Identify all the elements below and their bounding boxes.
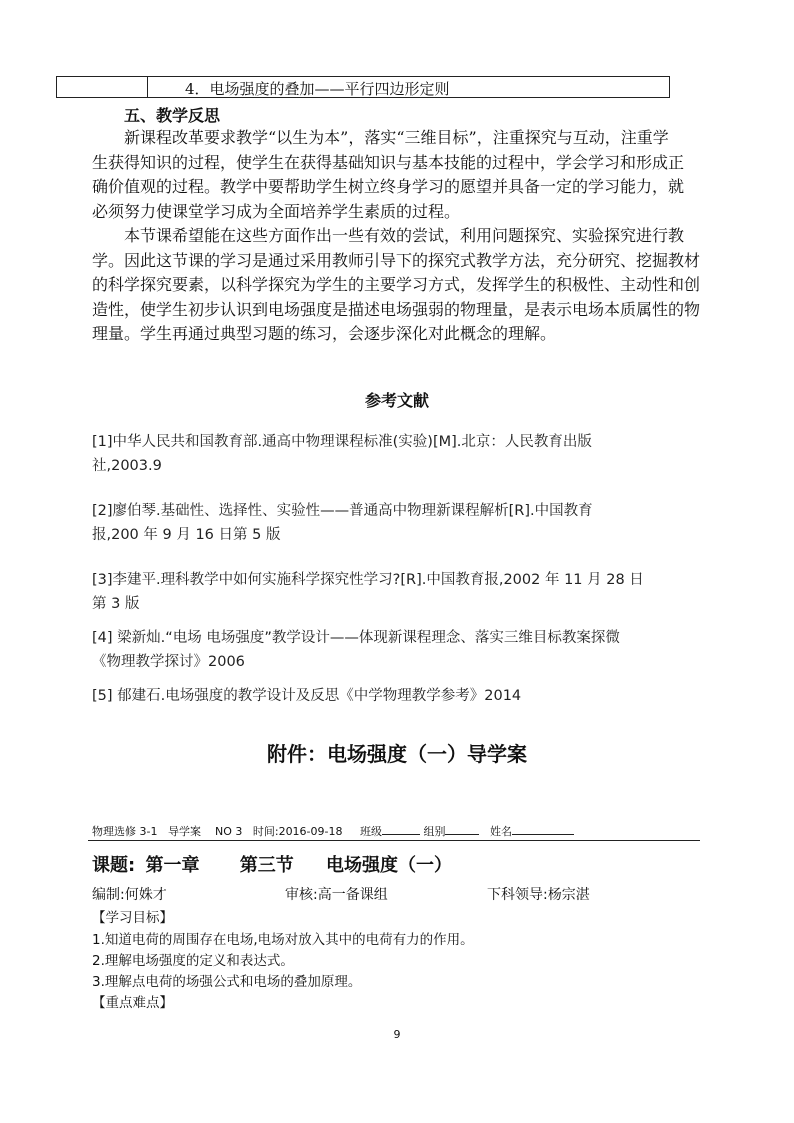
meta-no: NO 3 [214,825,243,838]
paragraph-line: 造性，使学生初步认识到电场强度是描述电场强弱的物理量，是表示电场本质属性的物 [92,299,701,319]
reference-line: 社,2003.9 [92,458,162,474]
credit-editor: 编制:何姝才 [92,887,167,903]
reference-item [92,684,712,708]
name-blank[interactable] [512,824,574,835]
paragraph-line: 的科学探究要素，以科学探究为学生的主要学习方式，发挥学生的积极性、主动性和创 [92,275,701,295]
objective-item: 2.理解电场强度的定义和表达式。 [92,953,294,969]
table-cell-text: 4．电场强度的叠加——平行四边形定则 [185,80,450,98]
meta-type: 导学案 [167,825,201,838]
reference-item [92,499,712,547]
reference-item [92,430,712,478]
lesson-title [92,851,452,877]
reference-line: [5] 郁建石.电场强度的教学设计及反思《中学物理教学参考》2014 [92,688,522,704]
reference-line: 第 3 版 [92,596,140,612]
objective-item: 1.知道电荷的周围存在电场,电场对放入其中的电荷有力的作用。 [92,932,474,948]
page-number: 9 [393,1028,401,1041]
meta-class-label: 班级 [359,825,382,838]
lesson-chapter: 第一章 [145,855,200,876]
reference-line: [2]廖伯琴.基础性、选择性、实验性——普通高中物理新课程解析[R].中国教育 [92,503,593,519]
reference-item [92,568,712,616]
reflection-paragraph-1 [92,126,696,224]
objectives-title: 【学习目标】 [92,910,173,926]
lesson-label: 课题: [92,855,136,876]
paragraph-line: 理量。学生再通过典型习题的练习，会逐步深化对此概念的理解。 [92,324,557,344]
table-cell-divider [147,77,148,97]
references-title: 参考文献 [364,391,429,410]
section-heading: 五、教学反思 [124,106,221,125]
table-row [56,76,670,98]
class-blank[interactable] [382,824,420,835]
meta-time: 时间:2016-09-18 [252,825,343,838]
meta-group-label: 组别 [423,825,446,838]
lesson-section: 第三节 [239,855,294,876]
reference-line: 报,200 年 9 月 16 日第 5 版 [92,527,281,543]
group-blank[interactable] [445,824,479,835]
reference-item [92,626,712,674]
worksheet-meta [92,823,574,839]
credit-leader: 下科领导:杨宗湛 [487,887,590,903]
paragraph-line: 新课程改革要求教学“以生为本”，落实“三维目标”，注重探究与互动，注重学 [124,128,669,147]
reference-line: [1]中华人民共和国教育部.通高中物理课程标准(实验)[M].北京：人民教育出版 [92,434,592,450]
meta-course: 物理选修 3-1 [92,825,158,838]
reflection-paragraph-2 [92,224,701,347]
paragraph-line: 必须努力使课堂学习成为全面培养学生素质的过程。 [92,201,461,221]
objective-item: 3.理解点电荷的场强公式和电场的叠加原理。 [92,974,362,990]
paragraph-line: 学。因此这节课的学习是通过采用教师引导下的探究式教学方法，充分研究、挖掘教材 [92,250,701,270]
reference-line: 《物理教学探讨》2006 [92,654,245,670]
appendix-title: 附件：电场强度（一）导学案 [267,742,527,766]
header-divider [88,840,700,841]
meta-name-label: 姓名 [489,825,512,838]
paragraph-line: 确价值观的过程。教学中要帮助学生树立终身学习的愿望并具备一定的学习能力，就 [92,177,685,197]
key-points-title: 【重点难点】 [92,995,173,1011]
paragraph-line: 生获得知识的过程，使学生在获得基础知识与基本技能的过程中，学会学习和形成正 [92,152,685,172]
reference-line: [4] 梁新灿.“电场 电场强度”教学设计——体现新课程理念、落实三维目标教案探微 [92,630,620,646]
lesson-topic: 电场强度（一） [326,855,453,876]
reference-line: [3]李建平.理科教学中如何实施科学探究性学习?[R].中国教育报,2002 年 11 月 28 日 [92,572,644,588]
paragraph-line: 本节课希望能在这些方面作出一些有效的尝试，利用问题探究、实验探究进行教 [124,226,685,245]
credit-reviewer: 审核:高一备课组 [285,887,388,903]
